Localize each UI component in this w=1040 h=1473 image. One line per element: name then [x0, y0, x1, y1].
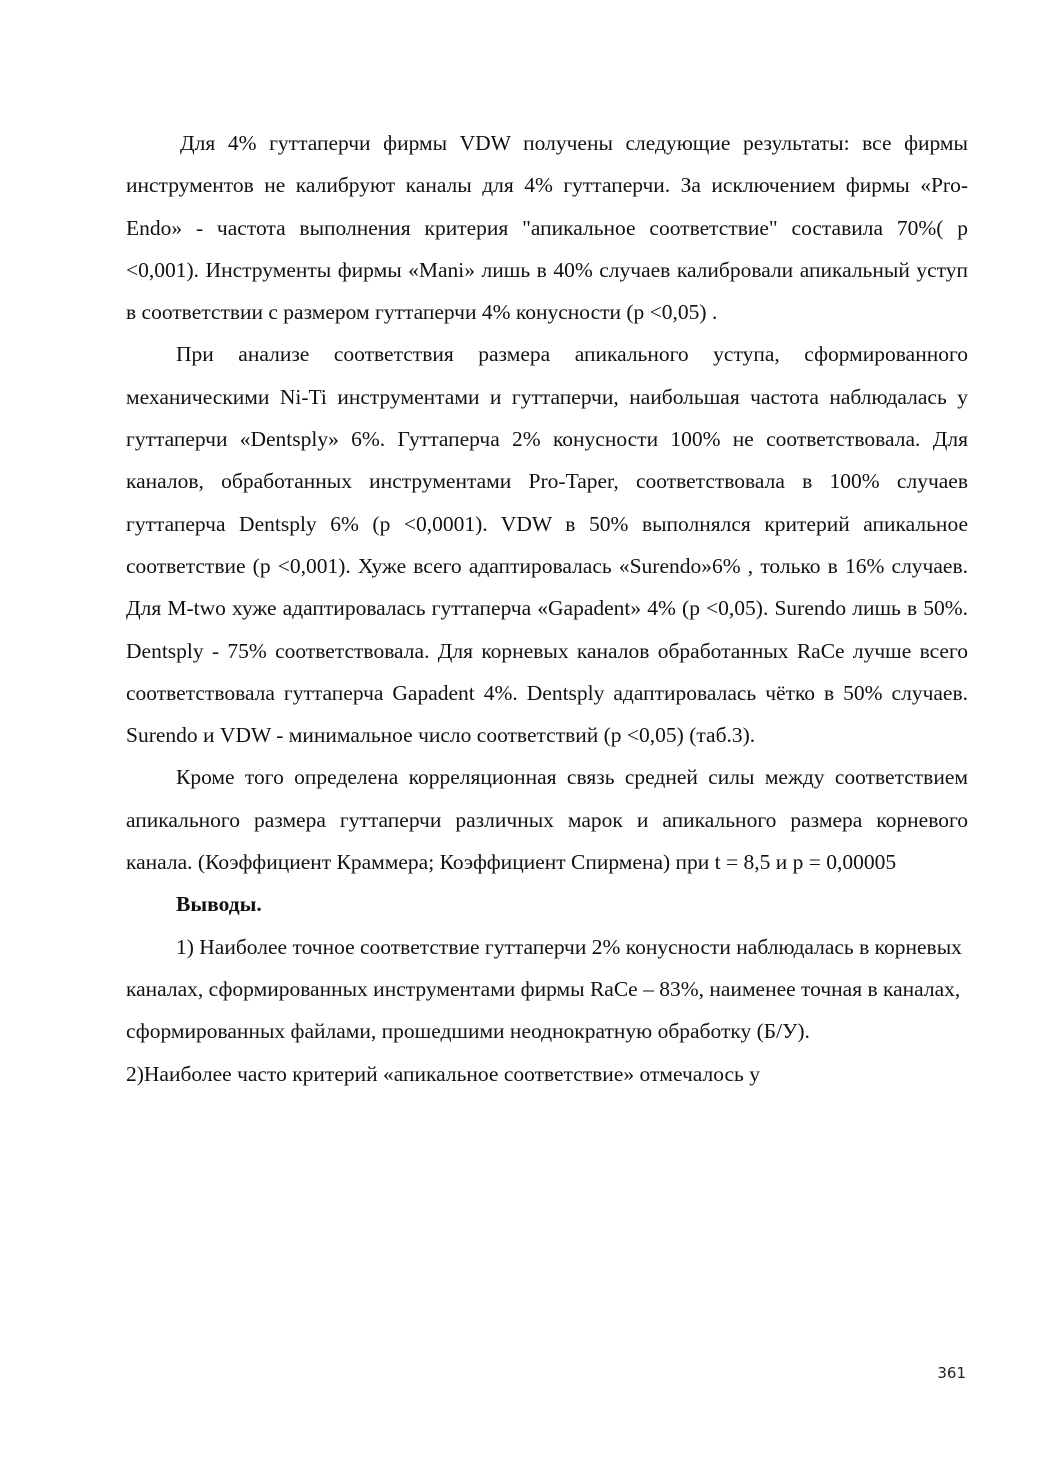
conclusion-item-1: 1) Наиболее точное соответствие гуттаперчи 2% конусности наблюдалась в корневых каналах, сформированных инструментами фирмы RaCe – 83%, наименее точная в каналах, сформированных файлами, прошедшими неоднократную обработку (Б/У). [126, 934, 962, 1044]
conclusion-item-2: 2)Наиболее часто критерий «апикальное соответствие» отмечалось у [126, 1061, 760, 1086]
page-number: 361 [937, 1364, 966, 1382]
paragraph-ni-ti-analysis: При анализе соответствия размера апикального уступа, сформированного механическими Ni-Ti инструментами и гуттаперчи, наибольшая частота наблюдалась у гуттаперчи «Dentsply» 6%. Гуттаперча 2% конусности 100% не соответствовала. Для каналов, обработанных инструментами Pro-Taper, соответствовала в 100% случаев гуттаперча Dentsply 6% (р <0,0001). VDW в 50% выполнялся критерий апикальное соответствие (р <0,001). Хуже всего адаптировалась «Surendo»6% , только в 16% случаев. Для M-two хуже адаптировалась гуттаперча «Gapadent» 4% (р <0,05). Surendo лишь в 50%. Dentsply - 75% соответствовала. Для корневых каналов обработанных RaCe лучше всего соответствовала гуттаперча Gapadent 4%. Dentsply адаптировалась чётко в 50% случаев. Surendo и VDW - минимальное число соответствий (р <0,05) (таб.3). [126, 342, 968, 748]
conclusions-heading: Выводы. [176, 892, 262, 917]
paragraph-correlation: Кроме того определена корреляционная связь средней силы между соответствием апикального размера гуттаперчи различных марок и апикального размера корневого канала. (Коэффициент Краммера; Коэффициент Спирмена) при t = 8,5 и p = 0,00005 [126, 765, 968, 875]
body-text [126, 122, 968, 1095]
paragraph-vdw-results: Для 4% гуттаперчи фирмы VDW получены следующие результаты: все фирмы инструментов не калибруют каналы для 4% гуттаперчи. За исключением фирмы «Pro-Endo» - частота выполнения критерия "апикальное соответствие" составила 70%( р <0,001). Инструменты фирмы «Mani» лишь в 40% случаев калибровали апикальный уступ в соответствии с размером гуттаперчи 4% конусности (р <0,05) . [126, 131, 968, 325]
